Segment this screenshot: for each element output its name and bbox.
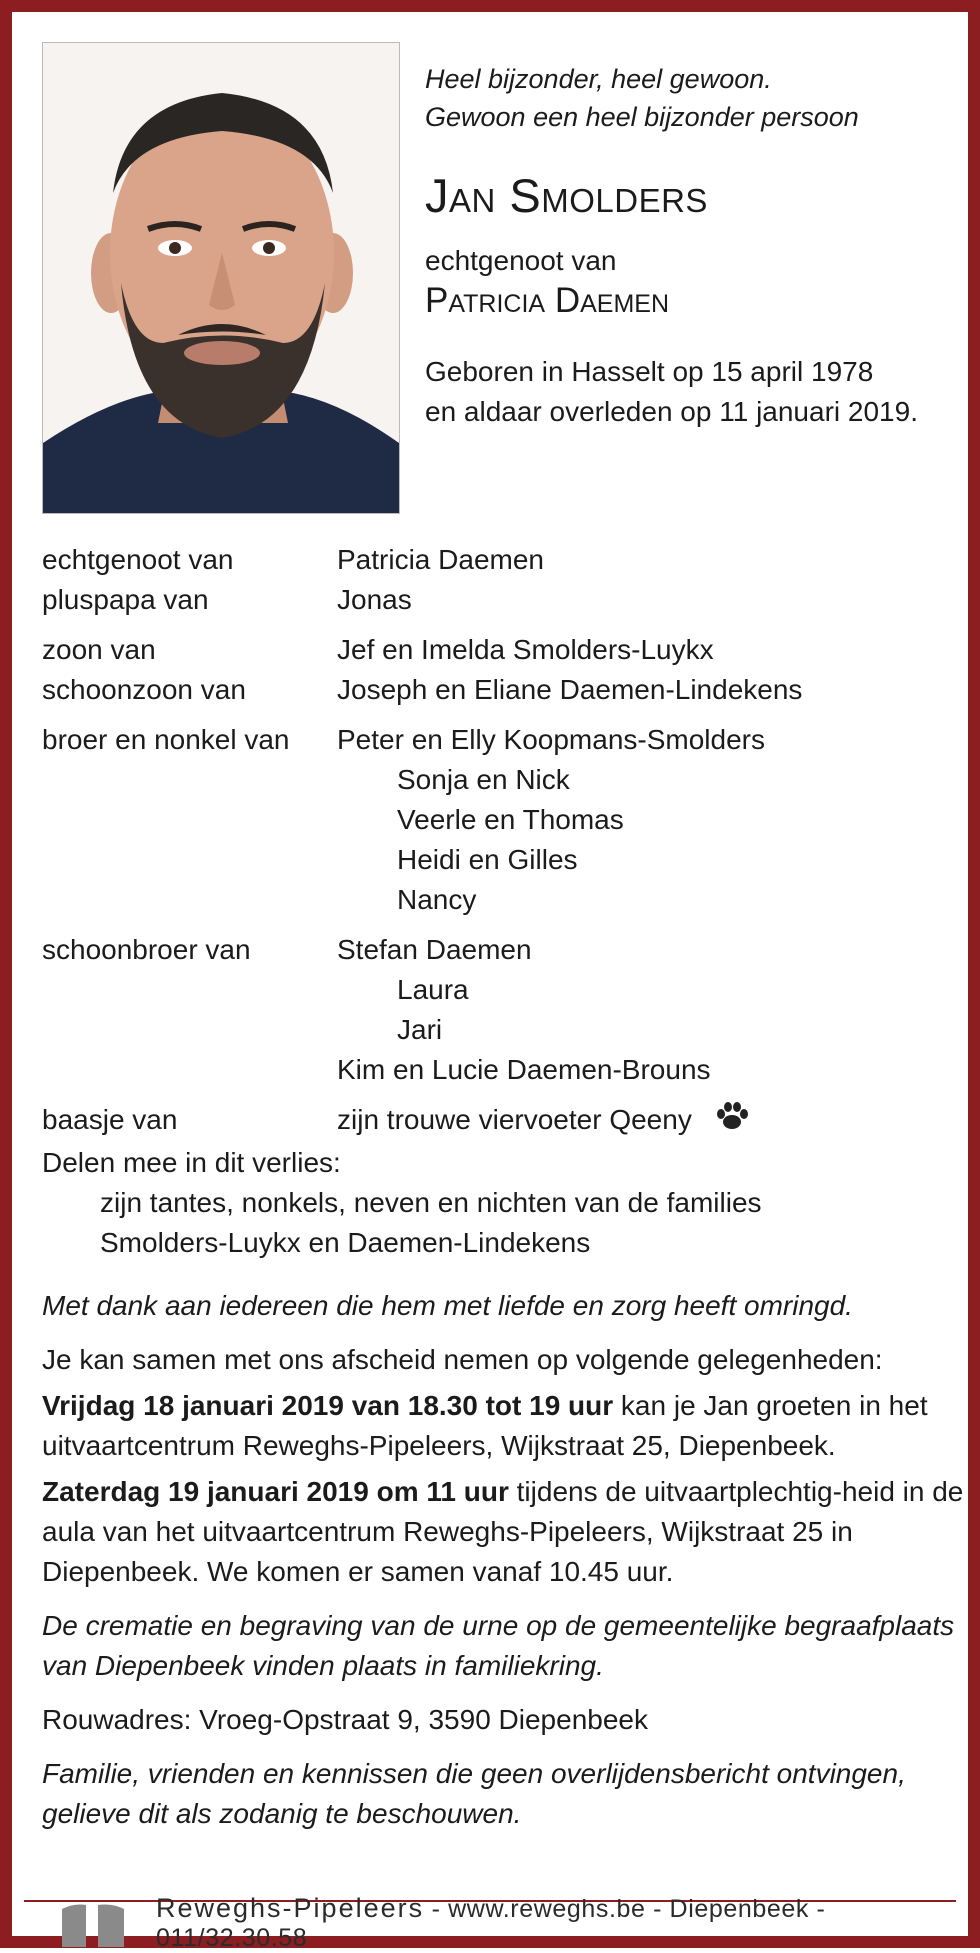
relation-value: Jonas: [337, 584, 412, 615]
share-line-1: zijn tantes, nonkels, neven en nichten van de families: [100, 1187, 762, 1219]
relation-label: echtgenoot van: [42, 544, 234, 575]
child-name: Veerle en Thomas: [397, 804, 624, 835]
share-title: Delen mee in dit verlies:: [42, 1147, 341, 1179]
poem-line-1: Heel bijzonder, heel gewoon.: [425, 64, 772, 94]
relation-label: schoonbroer van: [42, 934, 251, 965]
announcement-body: [42, 1286, 967, 1848]
footer-details: - www.reweghs.be - Diepenbeek - 011/32.30.58: [156, 1895, 826, 1952]
portrait-icon: [43, 43, 399, 513]
footer: [58, 1893, 958, 1952]
closing-text: Familie, vrienden en kennissen die geen overlijdensbericht ontvingen, gelieve dit als zodanig te beschouwen.: [42, 1758, 906, 1829]
family-row: [42, 670, 962, 710]
portrait-photo: [42, 42, 400, 514]
relation-value: Jef en Imelda Smolders-Luykx: [337, 634, 714, 665]
family-row: [42, 720, 962, 760]
visit-details: kan je Jan groeten in het uitvaartcentrum Reweghs-Pipeleers, Wijkstraat 25, Diepenbeek.: [42, 1390, 928, 1461]
poem-line-2: Gewoon een heel bijzonder persoon: [425, 102, 859, 132]
visit-paragraph: [42, 1386, 967, 1466]
farewell-intro: Je kan samen met ons afscheid nemen op volgende gelegenheden:: [42, 1344, 883, 1375]
thanks-text: Met dank aan iedereen die hem met liefde en zorg heeft omringd.: [42, 1290, 853, 1321]
family-group: [42, 930, 962, 1090]
spouse-name: Patricia Daemen: [425, 281, 670, 320]
family-group: [42, 630, 962, 710]
child-name: Sonja en Nick: [397, 764, 570, 795]
footer-brand: Reweghs-Pipeleers: [156, 1893, 425, 1923]
cremation-text: De crematie en begraving van de urne op de gemeentelijke begraafplaats van Diepenbeek vinden plaats in familiekring.: [42, 1610, 955, 1681]
relation-value: zijn trouwe viervoeter Qeeny: [337, 1104, 692, 1135]
relation-label: baasje van: [42, 1104, 178, 1135]
relation-value: Kim en Lucie Daemen-Brouns: [337, 1054, 711, 1085]
relation-value: Peter en Elly Koopmans-Smolders: [337, 724, 765, 755]
child-name: Nancy: [397, 884, 477, 915]
family-row: [42, 930, 962, 970]
family-row: [42, 630, 962, 670]
relation-value: Patricia Daemen: [337, 544, 544, 575]
relation-label: pluspapa van: [42, 584, 209, 615]
born-line-2: en aldaar overleden op 11 januari 2019.: [425, 396, 918, 427]
relation-label: schoonzoon van: [42, 674, 246, 705]
family-list: [42, 540, 962, 1263]
ceremony-date: Zaterdag 19 januari 2019 om 11 uur: [42, 1476, 509, 1507]
ceremony-paragraph: [42, 1472, 967, 1592]
family-group: [42, 540, 962, 620]
address-text: Rouwadres: Vroeg-Opstraat 9, 3590 Diepenbeek: [42, 1704, 648, 1735]
paw-print-icon: [714, 1100, 750, 1143]
child-name: Laura: [397, 974, 469, 1005]
relation-label: broer en nonkel van: [42, 724, 290, 755]
relation-value: Stefan Daemen: [337, 934, 532, 965]
family-row: [42, 1100, 962, 1143]
visit-date: Vrijdag 18 januari 2019 van 18.30 tot 19 uur: [42, 1390, 614, 1421]
ceremony-details: tijdens de uitvaartplechtig-heid in de aula van het uitvaartcentrum Reweghs-Pipeleers, Wijkstraat 25 in Diepenbeek. We komen er samen vanaf 10.45 uur.: [42, 1476, 964, 1587]
family-group: [42, 720, 962, 920]
share-line-2: Smolders-Luykx en Daemen-Lindekens: [100, 1227, 591, 1259]
funeral-home-logo: [58, 1899, 128, 1947]
child-name: Heidi en Gilles: [397, 844, 578, 875]
family-row: [42, 580, 962, 620]
child-name: Jari: [397, 1014, 443, 1045]
header-block: [425, 60, 965, 432]
relation-label: zoon van: [42, 634, 156, 665]
deceased-name: Jan Smolders: [425, 169, 708, 222]
spouse-label: echtgenoot van: [425, 245, 617, 276]
relation-value: Joseph en Eliane Daemen-Lindekens: [337, 674, 803, 705]
family-row: [42, 540, 962, 580]
footer-text: [156, 1893, 958, 1953]
born-line-1: Geboren in Hasselt op 15 april 1978: [425, 356, 874, 387]
relation-value-wrap: [337, 1100, 962, 1143]
